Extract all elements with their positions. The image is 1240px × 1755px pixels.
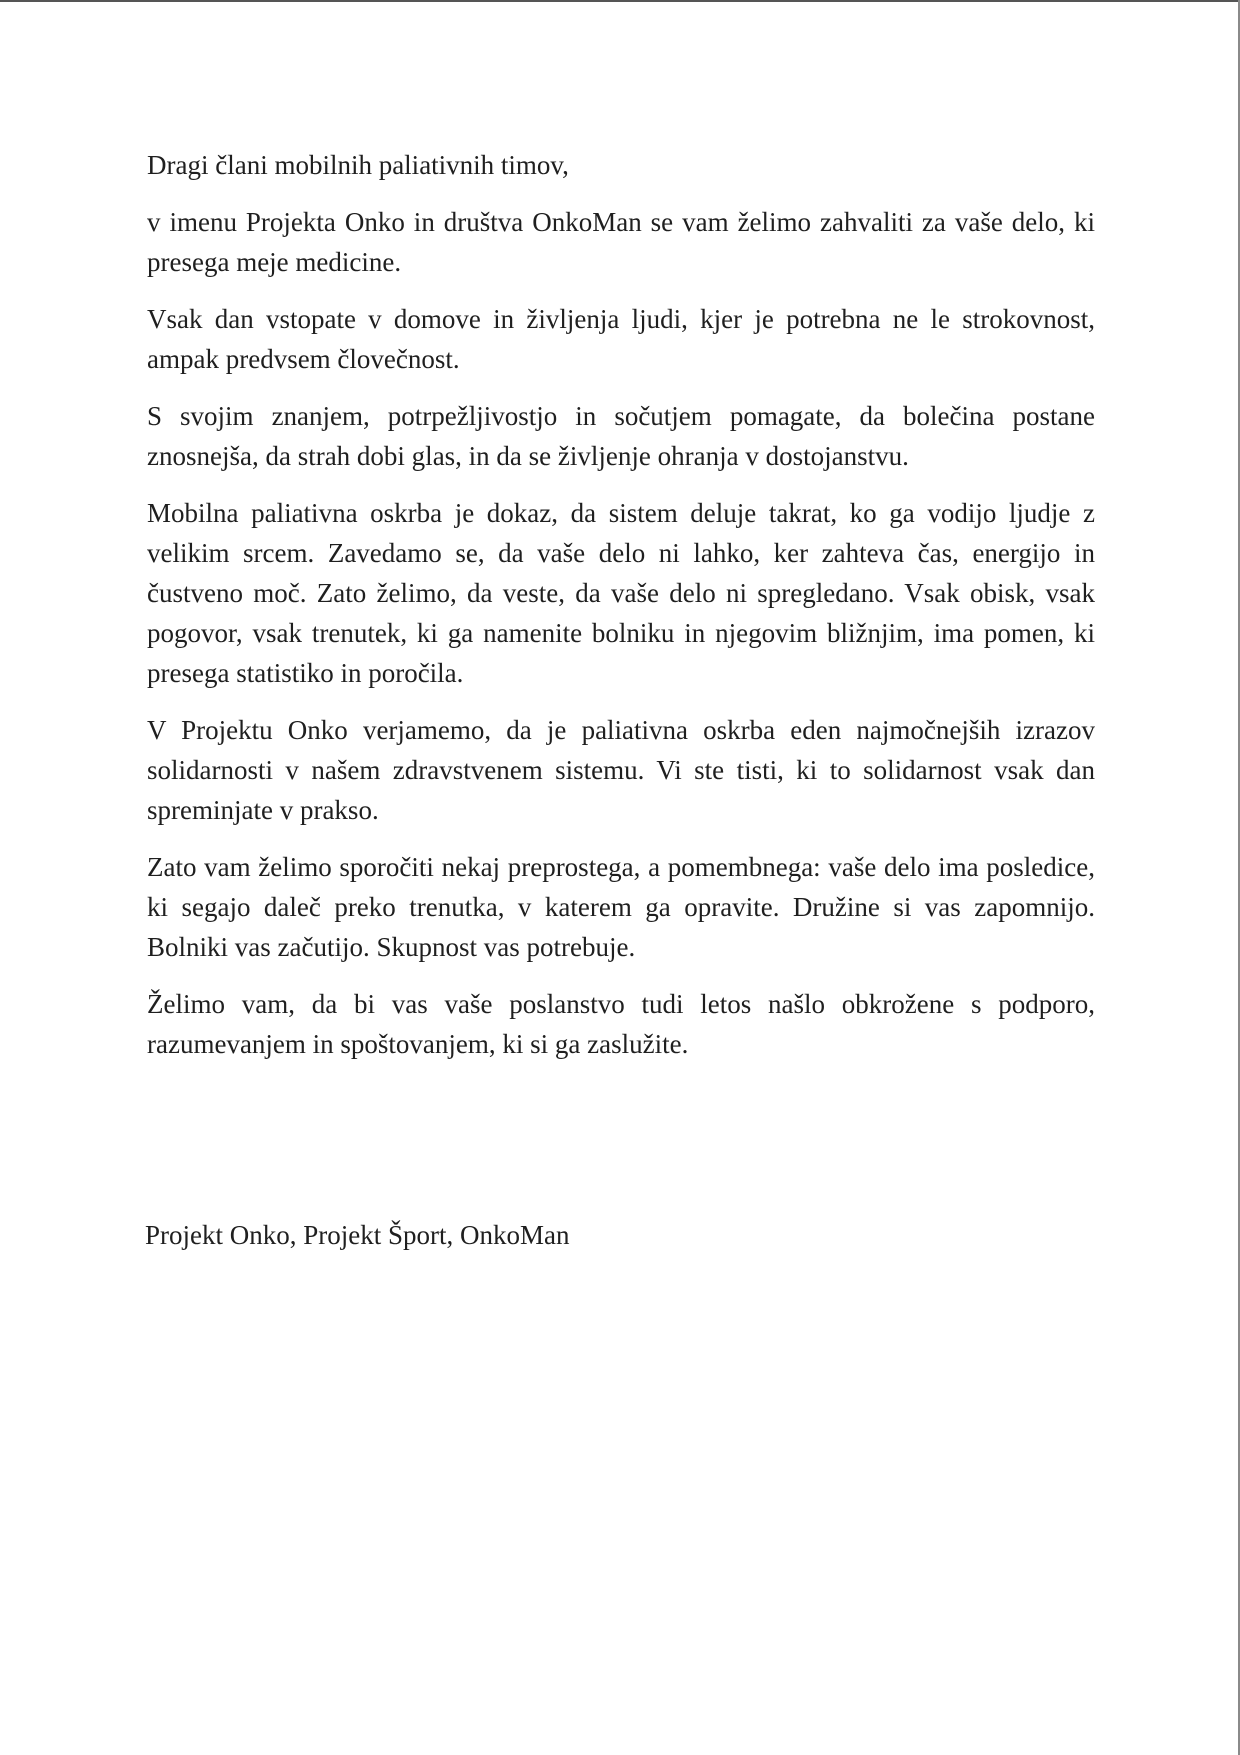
paragraph-mobile-care: Mobilna paliativna oskrba je dokaz, da sistem deluje takrat, ko ga vodijo ljudje z velikim srcem. Zavedamo se, da vaše delo ni lahko, ker zahteva čas, energijo in čustveno moč. Zato želimo, da veste, da vaše delo ni spregledano. Vsak obisk, vsak pogovor, vsak trenutek, ki ga namenite bolniku in njegovim bližnjim, ima pomen, ki presega statistiko in poročila.	[147, 498, 1095, 688]
paragraph-daily-visits: Vsak dan vstopate v domove in življenja ljudi, kjer je potrebna ne le strokovnost, ampak predvsem človečnost.	[147, 304, 1095, 374]
paragraph-compassion: S svojim znanjem, potrpežljivostjo in sočutjem pomagate, da bolečina postane znosnejša, da strah dobi glas, in da se življenje ohranja v dostojanstvu.	[147, 401, 1095, 471]
paragraph-impact: Zato vam želimo sporočiti nekaj preprostega, a pomembnega: vaše delo ima posledice, ki segajo daleč preko trenutka, v katerem ga opravite. Družine si vas zapomnijo. Bolniki vas začutijo. Skupnost vas potrebuje.	[147, 852, 1095, 962]
scan-edge-top	[0, 0, 1240, 2]
salutation: Dragi člani mobilnih paliativnih timov,	[147, 150, 569, 180]
signature: Projekt Onko, Projekt Šport, OnkoMan	[145, 1220, 570, 1250]
paragraph-wishes: Želimo vam, da bi vas vaše poslanstvo tudi letos našlo obkrožene s podporo, razumevanjem in spoštovanjem, ki si ga zaslužite.	[147, 989, 1095, 1059]
paragraph-solidarity: V Projektu Onko verjamemo, da je paliativna oskrba eden najmočnejših izrazov solidarnosti v našem zdravstvenem sistemu. Vi ste tisti, ki to solidarnost vsak dan spreminjate v prakso.	[147, 715, 1095, 825]
letter-body	[147, 145, 1095, 1081]
paragraph-gratitude: v imenu Projekta Onko in društva OnkoMan se vam želimo zahvaliti za vaše delo, ki presega meje medicine.	[147, 207, 1095, 277]
